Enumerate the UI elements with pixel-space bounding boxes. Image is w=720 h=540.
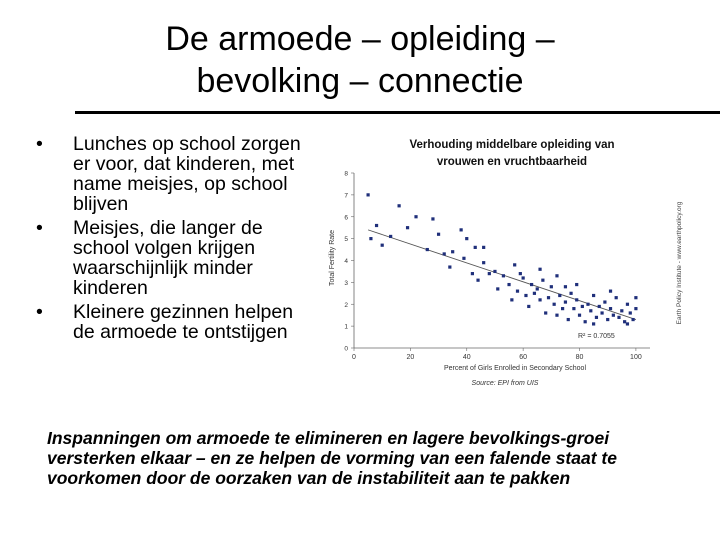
data-point bbox=[575, 283, 578, 286]
y-tick-label: 6 bbox=[344, 214, 348, 222]
data-point bbox=[626, 322, 629, 325]
y-tick-label: 1 bbox=[344, 323, 348, 331]
data-point bbox=[398, 204, 401, 207]
data-point bbox=[465, 237, 468, 240]
data-point bbox=[389, 235, 392, 238]
data-point bbox=[448, 265, 451, 268]
title-line-2: bevolking – connectie bbox=[196, 62, 524, 100]
data-point bbox=[595, 316, 598, 319]
data-point bbox=[581, 305, 584, 308]
data-point bbox=[507, 283, 510, 286]
data-point bbox=[553, 303, 556, 306]
data-point bbox=[516, 290, 519, 293]
bullet-dot-icon: • bbox=[36, 133, 43, 155]
data-point bbox=[460, 228, 463, 231]
data-point bbox=[474, 246, 477, 249]
r-squared-label: R² = 0.7055 bbox=[578, 333, 615, 340]
data-point bbox=[406, 226, 409, 229]
data-point bbox=[414, 215, 417, 218]
data-point bbox=[598, 305, 601, 308]
data-point bbox=[572, 307, 575, 310]
y-axis-label: Total Fertility Rate bbox=[329, 229, 336, 287]
chart-title-line-2: vrouwen en vruchtbaarheid bbox=[436, 156, 588, 168]
data-point bbox=[476, 279, 479, 282]
data-point bbox=[381, 244, 384, 247]
data-point bbox=[569, 292, 572, 295]
title-line-1: De armoede – opleiding – bbox=[165, 20, 555, 58]
data-point bbox=[488, 272, 491, 275]
data-point bbox=[451, 250, 454, 253]
data-point bbox=[437, 233, 440, 236]
data-point bbox=[626, 303, 629, 306]
data-point bbox=[617, 316, 620, 319]
data-point bbox=[600, 311, 603, 314]
x-tick-label: 40 bbox=[462, 354, 471, 361]
data-point bbox=[634, 307, 637, 310]
data-point bbox=[471, 272, 474, 275]
data-point bbox=[502, 274, 505, 277]
y-tick-label: 3 bbox=[344, 279, 348, 287]
data-point bbox=[443, 252, 446, 255]
data-point bbox=[609, 307, 612, 310]
data-point bbox=[510, 298, 513, 301]
data-point bbox=[612, 314, 615, 317]
data-point bbox=[482, 261, 485, 264]
y-tick-label: 7 bbox=[344, 192, 348, 200]
y-tick-label: 5 bbox=[344, 236, 348, 244]
bullet-dot-icon: • bbox=[36, 301, 43, 323]
data-point bbox=[538, 298, 541, 301]
data-point bbox=[524, 294, 527, 297]
data-point bbox=[527, 305, 530, 308]
data-point bbox=[634, 296, 637, 299]
data-point bbox=[592, 322, 595, 325]
data-point bbox=[584, 320, 587, 323]
data-point bbox=[513, 263, 516, 266]
footer-statement: Inspanningen om armoede te elimineren en lagere bevolkings-groei versterken elkaar – en ze helpen de vorming van een falende staat te voorkomen door de oorzaken van de instabiliteit aan te pakken bbox=[47, 428, 617, 488]
data-point bbox=[426, 248, 429, 251]
data-point bbox=[533, 292, 536, 295]
x-tick-label: 0 bbox=[352, 354, 356, 361]
data-point bbox=[522, 276, 525, 279]
x-tick-label: 100 bbox=[630, 354, 642, 361]
data-point bbox=[555, 274, 558, 277]
data-point bbox=[609, 290, 612, 293]
x-tick-label: 60 bbox=[519, 354, 528, 361]
bullet-item bbox=[36, 134, 306, 214]
data-point bbox=[369, 237, 372, 240]
data-point bbox=[550, 285, 553, 288]
data-point bbox=[606, 318, 609, 321]
data-point bbox=[555, 314, 558, 317]
data-point bbox=[631, 318, 634, 321]
data-point bbox=[586, 303, 589, 306]
chart-watermark: Earth Policy Institute - www.earthpolicy.org bbox=[676, 201, 683, 325]
data-point bbox=[482, 246, 485, 249]
slide-title bbox=[60, 18, 660, 102]
data-point bbox=[623, 320, 626, 323]
bullet-text: Kleinere gezinnen helpen de armoede te ontstijgen bbox=[73, 301, 294, 343]
data-point bbox=[561, 307, 564, 310]
bullet-item bbox=[36, 218, 306, 298]
data-point bbox=[496, 287, 499, 290]
data-point bbox=[462, 257, 465, 260]
data-point bbox=[541, 279, 544, 282]
data-point bbox=[375, 224, 378, 227]
data-point bbox=[558, 294, 561, 297]
bullet-text: Meisjes, die langer de school volgen krijgen waarschijnlijk minder kinderen bbox=[73, 217, 263, 299]
y-tick-label: 4 bbox=[344, 258, 348, 265]
y-tick-label: 0 bbox=[344, 345, 348, 353]
data-point bbox=[538, 268, 541, 271]
x-tick-label: 20 bbox=[406, 354, 415, 361]
title-underline bbox=[75, 111, 720, 114]
data-point bbox=[530, 283, 533, 286]
y-tick-label: 8 bbox=[344, 170, 348, 178]
data-point bbox=[575, 298, 578, 301]
data-point bbox=[544, 311, 547, 314]
data-point bbox=[493, 270, 496, 273]
data-point bbox=[431, 217, 434, 220]
data-point bbox=[578, 314, 581, 317]
bullet-list bbox=[36, 134, 306, 346]
data-point bbox=[592, 294, 595, 297]
y-tick-label: 2 bbox=[344, 301, 348, 309]
data-point bbox=[564, 300, 567, 303]
x-tick-label: 80 bbox=[575, 354, 584, 361]
chart-title-line-1: Verhouding middelbare opleiding van bbox=[409, 139, 615, 151]
data-point bbox=[629, 311, 632, 314]
chart-source: Source: EPI from UIS bbox=[471, 380, 539, 387]
data-point bbox=[564, 285, 567, 288]
data-point bbox=[603, 300, 606, 303]
data-point bbox=[589, 309, 592, 312]
data-point bbox=[536, 287, 539, 290]
data-point bbox=[615, 296, 618, 299]
bullet-text: Lunches op school zorgen er voor, dat kinderen, met name meisjes, op school blijven bbox=[73, 133, 301, 215]
data-point bbox=[567, 318, 570, 321]
data-point bbox=[547, 296, 550, 299]
data-point bbox=[620, 309, 623, 312]
x-axis-label: Percent of Girls Enrolled in Secondary School bbox=[443, 365, 587, 372]
data-point bbox=[366, 193, 369, 196]
bullet-item bbox=[36, 302, 306, 342]
fertility-scatter-chart bbox=[325, 133, 690, 398]
data-point bbox=[519, 272, 522, 275]
bullet-dot-icon: • bbox=[36, 217, 43, 239]
